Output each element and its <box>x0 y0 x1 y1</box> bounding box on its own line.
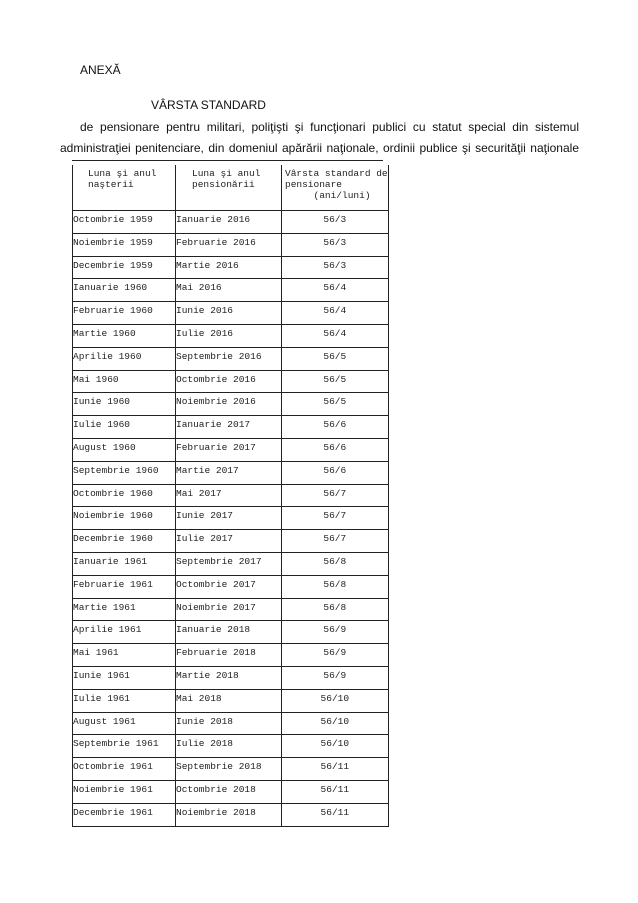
table-row <box>73 621 389 644</box>
birth-month-cell: Iulie 1960 <box>73 416 176 439</box>
header-birth-month: Luna şi anul naşterii <box>73 165 176 211</box>
retirement-month-cell: Noiembrie 2017 <box>176 598 282 621</box>
retirement-month-cell: Martie 2017 <box>176 461 282 484</box>
birth-month-cell: Noiembrie 1959 <box>73 233 176 256</box>
table-row <box>73 211 389 234</box>
retirement-month-cell: Martie 2016 <box>176 256 282 279</box>
header-retirement-month: Luna şi anul pensionării <box>176 165 282 211</box>
table-row <box>73 575 389 598</box>
table-row <box>73 438 389 461</box>
standard-age-cell: 56/5 <box>282 347 389 370</box>
header-standard-age: Vârsta standard de pensionare (ani/luni) <box>282 165 389 211</box>
table-row <box>73 393 389 416</box>
standard-age-cell: 56/3 <box>282 256 389 279</box>
table-row <box>73 279 389 302</box>
standard-age-cell: 56/5 <box>282 393 389 416</box>
retirement-month-cell: Octombrie 2018 <box>176 780 282 803</box>
retirement-month-cell: Iunie 2018 <box>176 712 282 735</box>
intro-paragraph <box>60 117 579 159</box>
birth-month-cell: Decembrie 1959 <box>73 256 176 279</box>
standard-age-cell: 56/9 <box>282 666 389 689</box>
retirement-month-cell: Iulie 2016 <box>176 324 282 347</box>
birth-month-cell: Septembrie 1960 <box>73 461 176 484</box>
document-title: VÂRSTA STANDARD <box>151 98 266 112</box>
birth-month-cell: Noiembrie 1960 <box>73 507 176 530</box>
birth-month-cell: August 1961 <box>73 712 176 735</box>
birth-month-cell: Ianuarie 1961 <box>73 552 176 575</box>
standard-age-cell: 56/11 <box>282 758 389 781</box>
birth-month-cell: Aprilie 1960 <box>73 347 176 370</box>
birth-month-cell: Ianuarie 1960 <box>73 279 176 302</box>
standard-age-cell: 56/6 <box>282 416 389 439</box>
retirement-month-cell: Octombrie 2016 <box>176 370 282 393</box>
table-top-rule <box>72 160 383 161</box>
retirement-month-cell: Martie 2018 <box>176 666 282 689</box>
table-row <box>73 302 389 325</box>
standard-age-cell: 56/11 <box>282 803 389 826</box>
table-row <box>73 233 389 256</box>
retirement-month-cell: Mai 2018 <box>176 689 282 712</box>
retirement-month-cell: Mai 2017 <box>176 484 282 507</box>
standard-age-cell: 56/10 <box>282 689 389 712</box>
birth-month-cell: August 1960 <box>73 438 176 461</box>
birth-month-cell: Septembrie 1961 <box>73 735 176 758</box>
standard-age-cell: 56/6 <box>282 438 389 461</box>
retirement-month-cell: Februarie 2017 <box>176 438 282 461</box>
retirement-month-cell: Noiembrie 2018 <box>176 803 282 826</box>
standard-age-cell: 56/4 <box>282 324 389 347</box>
table-row <box>73 552 389 575</box>
table-row <box>73 461 389 484</box>
retirement-month-cell: Septembrie 2017 <box>176 552 282 575</box>
standard-age-cell: 56/8 <box>282 575 389 598</box>
birth-month-cell: Mai 1960 <box>73 370 176 393</box>
table-row <box>73 758 389 781</box>
table-row <box>73 416 389 439</box>
standard-age-cell: 56/10 <box>282 735 389 758</box>
birth-month-cell: Decembrie 1961 <box>73 803 176 826</box>
table-row <box>73 666 389 689</box>
standard-age-cell: 56/7 <box>282 507 389 530</box>
retirement-month-cell: Iunie 2016 <box>176 302 282 325</box>
birth-month-cell: Octombrie 1961 <box>73 758 176 781</box>
table-row <box>73 324 389 347</box>
standard-age-cell: 56/8 <box>282 552 389 575</box>
birth-month-cell: Octombrie 1959 <box>73 211 176 234</box>
table-row <box>73 370 389 393</box>
annex-heading: ANEXĂ <box>80 63 121 77</box>
birth-month-cell: Februarie 1961 <box>73 575 176 598</box>
birth-month-cell: Aprilie 1961 <box>73 621 176 644</box>
standard-age-cell: 56/10 <box>282 712 389 735</box>
intro-line-1: de pensionare pentru militari, poliţişti şi funcţionari publici cu statut special din sistemul <box>80 120 579 134</box>
table-row <box>73 735 389 758</box>
birth-month-cell: Iunie 1961 <box>73 666 176 689</box>
standard-age-cell: 56/4 <box>282 279 389 302</box>
standard-age-cell: 56/9 <box>282 621 389 644</box>
table-row <box>73 803 389 826</box>
birth-month-cell: Iulie 1961 <box>73 689 176 712</box>
table-row <box>73 598 389 621</box>
retirement-month-cell: Ianuarie 2017 <box>176 416 282 439</box>
retirement-month-cell: Noiembrie 2016 <box>176 393 282 416</box>
table-row <box>73 780 389 803</box>
standard-age-cell: 56/7 <box>282 530 389 553</box>
retirement-month-cell: Septembrie 2018 <box>176 758 282 781</box>
table-row <box>73 644 389 667</box>
table-row <box>73 484 389 507</box>
retirement-age-table <box>72 165 389 827</box>
table-row <box>73 689 389 712</box>
retirement-month-cell: Februarie 2016 <box>176 233 282 256</box>
standard-age-cell: 56/9 <box>282 644 389 667</box>
retirement-month-cell: Ianuarie 2016 <box>176 211 282 234</box>
retirement-month-cell: Septembrie 2016 <box>176 347 282 370</box>
standard-age-cell: 56/3 <box>282 211 389 234</box>
birth-month-cell: Iunie 1960 <box>73 393 176 416</box>
birth-month-cell: Martie 1961 <box>73 598 176 621</box>
standard-age-cell: 56/4 <box>282 302 389 325</box>
birth-month-cell: Februarie 1960 <box>73 302 176 325</box>
standard-age-cell: 56/11 <box>282 780 389 803</box>
standard-age-cell: 56/6 <box>282 461 389 484</box>
table-header-row <box>73 165 389 211</box>
retirement-month-cell: Ianuarie 2018 <box>176 621 282 644</box>
intro-line-2: administraţiei penitenciare, din domeniul apărării naţionale, ordinii publice şi securităţii naţionale <box>60 141 579 155</box>
retirement-month-cell: Iunie 2017 <box>176 507 282 530</box>
retirement-month-cell: Octombrie 2017 <box>176 575 282 598</box>
table-row <box>73 256 389 279</box>
standard-age-cell: 56/5 <box>282 370 389 393</box>
table-row <box>73 507 389 530</box>
birth-month-cell: Octombrie 1960 <box>73 484 176 507</box>
table-row <box>73 712 389 735</box>
table-row <box>73 530 389 553</box>
birth-month-cell: Martie 1960 <box>73 324 176 347</box>
standard-age-cell: 56/7 <box>282 484 389 507</box>
table-row <box>73 347 389 370</box>
retirement-month-cell: Iulie 2018 <box>176 735 282 758</box>
birth-month-cell: Decembrie 1960 <box>73 530 176 553</box>
standard-age-cell: 56/3 <box>282 233 389 256</box>
birth-month-cell: Noiembrie 1961 <box>73 780 176 803</box>
standard-age-cell: 56/8 <box>282 598 389 621</box>
birth-month-cell: Mai 1961 <box>73 644 176 667</box>
retirement-month-cell: Februarie 2018 <box>176 644 282 667</box>
retirement-month-cell: Mai 2016 <box>176 279 282 302</box>
retirement-month-cell: Iulie 2017 <box>176 530 282 553</box>
